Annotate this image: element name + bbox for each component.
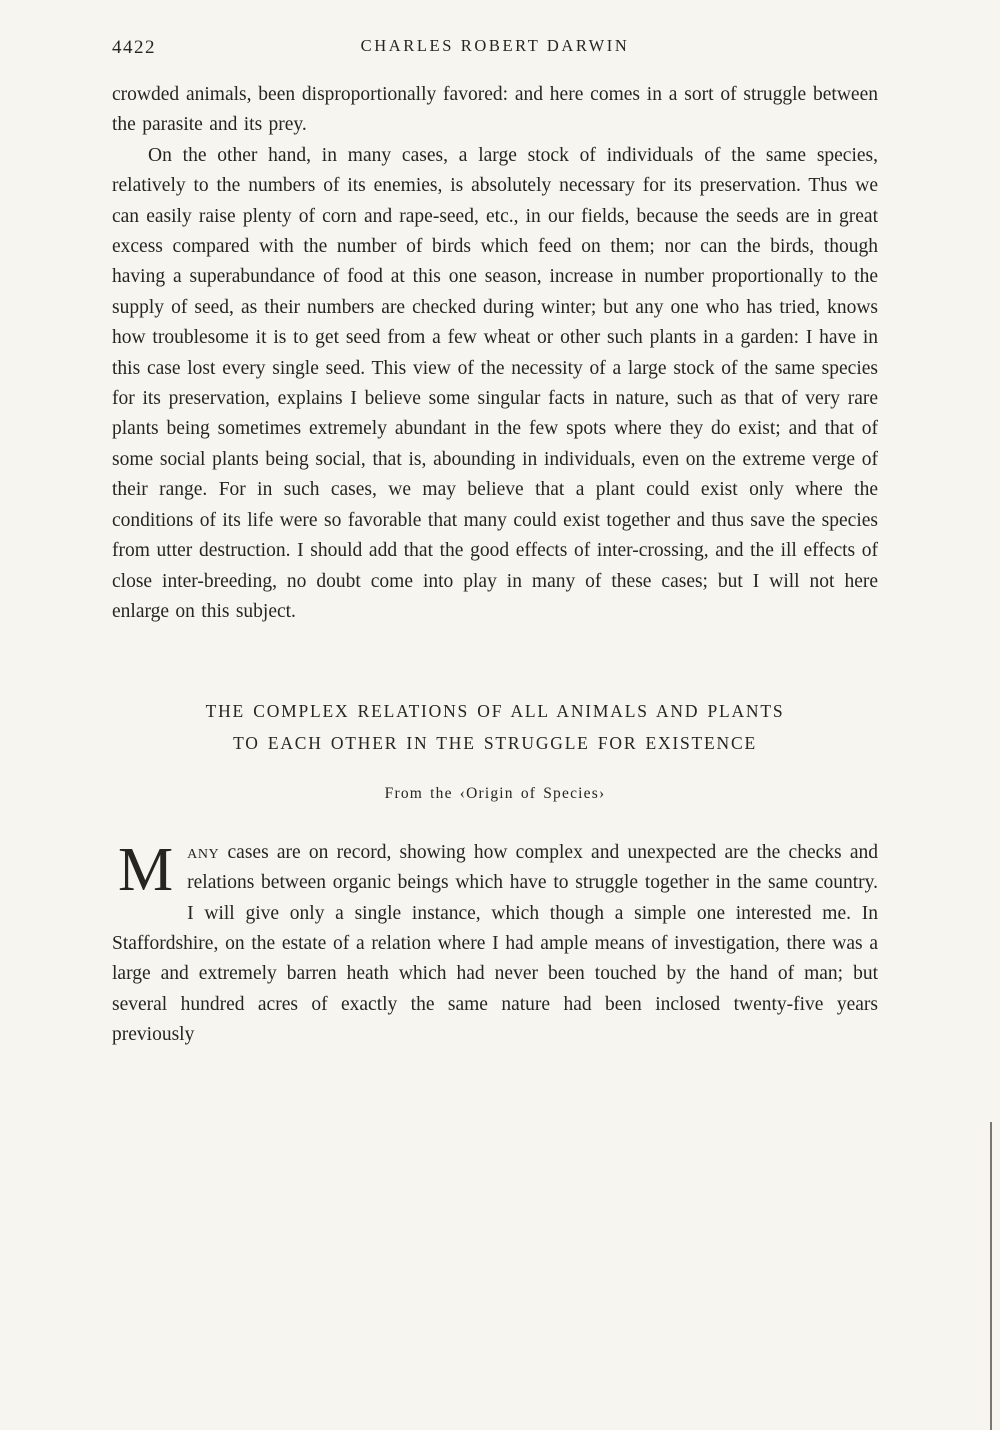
page-number: 4422: [112, 37, 156, 58]
page-header: [112, 34, 878, 60]
source-attribution: [112, 779, 878, 809]
running-head: CHARLES ROBERT DARWIN: [360, 36, 630, 55]
opening-paragraph-text: cases are on record, showing how complex and unexpected are the checks and relations between organic beings which have to struggle together in the same country. I will give only a single instance, which though a simple one interested me. In Staffordshire, on the estate of a relation where I had ample means of investigation, there was a large and extremely barren heath which had never been touched by the hand of man; but several hundred acres of exactly the same nature had been inclosed twenty-five years previously: [112, 841, 878, 1046]
paragraph-continuation: crowded animals, been disproportionally favored: and here comes in a sort of struggle between the parasite and its prey.: [112, 84, 878, 136]
section-heading-line-2: TO EACH OTHER IN THE STRUGGLE FOR EXISTENCE: [233, 733, 757, 754]
chapter-section: [112, 695, 878, 1050]
opening-paragraph: [112, 835, 878, 1051]
source-attribution-text: From the ‹Origin of Species›: [384, 785, 606, 803]
text-column: [112, 80, 878, 1051]
section-heading-line-1: THE COMPLEX RELATIONS OF ALL ANIMALS AND PLANTS: [205, 701, 785, 722]
section-heading: [112, 695, 878, 759]
opening-word-smallcaps: any: [187, 841, 220, 863]
drop-cap-letter: M: [118, 835, 174, 904]
scan-artifact-line: [990, 1122, 992, 1430]
paragraph-body: On the other hand, in many cases, a large stock of individuals of the same species, relatively to the numbers of its enemies, is absolutely necessary for its preservation. Thus we can easily raise plenty of corn and rape-seed, etc., in our fields, because the seeds are in great excess compared with the number of birds which feed on them; nor can the birds, though having a superabundance of food at this one season, increase in number proportionally to the supply of seed, as their numbers are checked during winter; but any one who has tried, knows how troublesome it is to get seed from a few wheat or other such plants in a garden: I have in this case lost every single seed. This view of the necessity of a large stock of the same species for its preservation, explains I believe some singular facts in nature, such as that of very rare plants being sometimes extremely abundant in the few spots where they do exist; and that of some social plants being social, that is, abounding in individuals, even on the extreme verge of their range. For in such cases, we may believe that a plant could exist only where the conditions of its life were so favorable that many could exist together and thus save the species from utter destruction. I should add that the good effects of inter-crossing, and the ill effects of close inter-breeding, no doubt come into play in many of these cases; but I will not here enlarge on this subject.: [112, 144, 878, 622]
